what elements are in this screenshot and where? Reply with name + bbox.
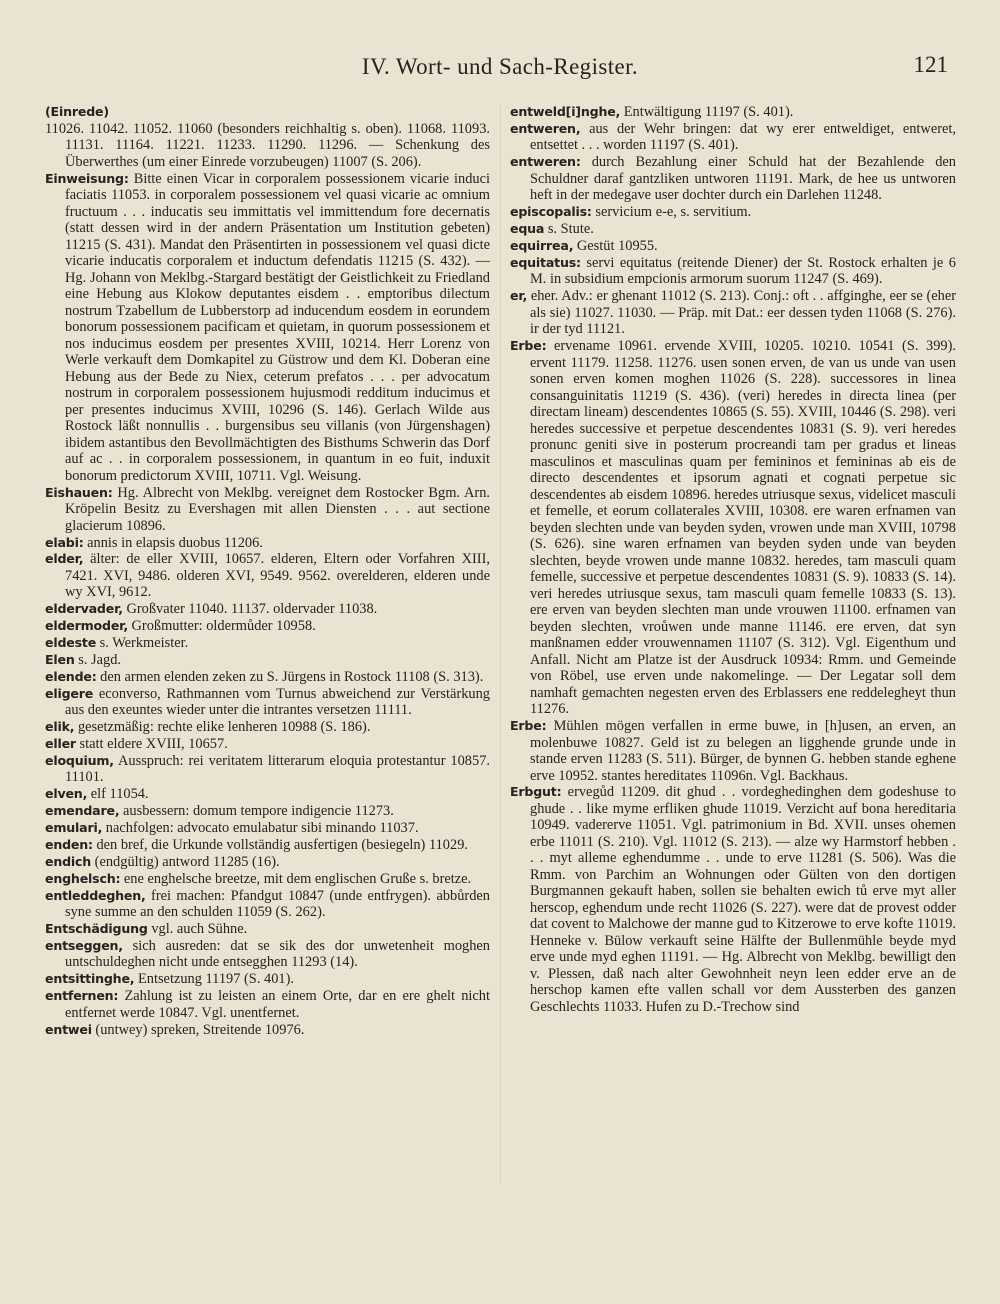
entry-headword: Erbe: [510,338,547,354]
entry-headword: equa [510,221,545,237]
register-entry [45,888,490,921]
entry-text: den bref, die Urkunde vollständig ausfertigen (besiegeln) 11029. [92,837,468,854]
entry-headword: elven, [45,786,88,802]
register-entry [510,204,956,221]
register-entry [45,652,490,669]
entry-headword: entweld[i]nghe, [510,104,621,119]
register-entry [45,921,490,938]
entry-text: sich ausreden: dat se sik des dor unwetenheit moghen untschuldeghen nicht unde entsegghen 11293 (14). [65,937,490,971]
entry-headword: emulari, [45,820,103,836]
register-entry [45,803,490,820]
entry-headword: Erbe: [510,718,547,734]
register-entry [510,255,956,288]
register-entry [45,601,490,618]
entry-text: Entwältigung 11197 (S. 401). [620,104,794,120]
entry-headword: enden: [45,837,93,853]
entry-headword: elik, [45,719,75,735]
entry-headword: entfernen: [45,988,119,1004]
register-entry [45,1022,490,1039]
entry-text: älter: de eller XVIII, 10657. elderen, Eltern oder Vorfahren XIII, 7421. XVI, 9486. olderen XVI, 9549. 9562. overelderen, elderen unde wy XVI, 9612. [65,551,490,601]
entry-headword: entweren: [510,154,581,170]
entry-headword: elabi: [45,534,84,550]
entry-text: Entsetzung 11197 (S. 401). [134,971,294,988]
entry-headword: er, [510,288,528,304]
entry-text: econverso, Rathmannen vom Turnus abweichend zur Verstärkung aus den exeuntes wieder unter die intrantes versetzen 11111. [65,685,490,719]
entry-headword: Eishauen: [45,484,113,500]
entry-text: durch Bezahlung einer Schuld hat der Bezahlende den Schuldner daraf gantzliken untworen 11191. Mark, de hee us untworen heft in der medegave user dochter durch ein Darlehen 11248. [530,154,956,204]
entry-text: eher. Adv.: er ghenant 11012 (S. 213). Conj.: oft . . affginghe, eer se (eher als sie) 11027. 11030. — Präp. mit Dat.: eer dessen tyden 11068 (S. 276). ir der tyd 11121. [527,288,956,338]
register-entry [45,753,490,786]
register-entry [45,938,490,971]
entry-headword: Erbgut: [510,784,562,800]
entry-headword: (Einrede) [45,104,109,119]
register-entry [510,104,956,121]
entry-text: Großmutter: oldermůder 10958. [127,618,316,635]
entry-text: servicium e-e, s. servitium. [591,204,752,221]
entry-text: Hg. Albrecht von Meklbg. vereignet dem Rostocker Bgm. Arn. Kröpelin Besitz zu Evershagen mit allen Diensten . . . aut sectione glacierum 10896. [65,484,490,534]
register-entry [45,719,490,736]
entry-headword: Einweisung: [45,170,129,186]
entry-text: annis in elapsis duobus 11206. [83,534,263,551]
entry-text: frei machen: Pfandgut 10847 (unde entfrygen). abbůrden syne summe an den schulden 11059 (S. 262). [65,887,490,921]
register-entry [45,635,490,652]
entry-text: ervename 10961. ervende XVIII, 10205. 10210. 10541 (S. 399). ervent 11179. 11258. 11276. usen sonen erven, de van us unde van usen sonen erven komen moghen 11026 (S. 228). successores in linea consanguinitatis 11219 (S. 436). (veri) heredes in directa linea (per directam lineam) descendentes 10865 (S. 55). XVIII, 10446 (S. 298). veri heredes successive et perpetue descendentes 10831 (S. 9). veri heredes pronunc geniti sive in posterum procreandi tam per gradus et lineas masculinos et masculinas quam per femininos et femininas ab eis de directo descendentes et ipsorum agnati et cognati perpetue sic descendentes ab eisdem 10896. heredes utriusque sexus, videlicet masculi et femelle, et eorum collaterales XVIII, 10308. ere waren erfnamen van beyden slechten unde van beyden syden, vrowen unde man XVIII, 10798 (S. 626). sine waren erfnamen van beyden syden unde van beyden slechten, beyde vrowen unde manne 10832. heredes, tam masculi quam femelle, successive et perpetue descendentes 10831 (S. 9). 10833 (S. 14). veri heredes utriusque sexus, tam masculi quam femelle 10833 (S. 13). ere erven van beyden slechten man unde vrouwen 11100. erfnamen van beyden slechten, vroůwen unde manne 11146. ere erven, dat syn manßnamen edder vrouwennamen 11107 (S. 312). Vgl. Eigenthum und Anfall. Nicht am Platze ist der Ausdruck 10934: Rmm. und Gemeinde von Röbel, use erven unde nakomelinge. — Der Legatar soll dem namhaft gemachten negesten erven des Erblassers ene reddelegheyt thun 11276. [530,338,956,718]
entry-headword: entweren, [510,120,581,136]
entry-headword: entwei [45,1021,92,1037]
entry-headword: eldeste [45,635,97,651]
register-entry [45,854,490,871]
entry-text: Mühlen mögen verfallen in erme buwe, in [h]usen, an erven, an molenbuwe 10827. Geld ist zu belegen an ligghende grunde unde in stande erven 11283 (S. 511). Bürger, de bynnen G. hebben stande eghene erve 10952. stantes hereditates 11096n. Vgl. Backhaus. [530,718,956,784]
register-entry [45,171,490,485]
left-column [45,104,490,1039]
entry-text: Großvater 11040. 11137. oldervader 11038. [122,601,378,618]
entry-headword: eller [45,736,76,752]
entry-headword: eloquium, [45,752,114,768]
entry-headword: episcopalis: [510,204,592,220]
entry-text: servi equitatus (reitende Diener) der St. Rostock erhalten je 6 M. in subsidium empcionis armorum suorum 11247 (S. 469). [530,254,956,288]
entry-headword: Elen [45,652,75,668]
register-entry [510,154,956,204]
page-number: 121 [913,52,948,77]
register-entry [510,121,956,154]
entry-headword: emendare, [45,803,120,819]
register-entry [510,288,956,338]
register-entry [45,618,490,635]
register-entry [45,971,490,988]
entry-text: den armen elenden zeken zu S. Jürgens in Rostock 11108 (S. 313). [96,668,484,685]
entry-headword: eldermoder, [45,618,128,634]
entry-text: (endgültig) antword 11285 (16). [91,853,280,870]
entry-text: s. Jagd. [74,652,122,669]
entry-headword: eligere [45,685,94,701]
register-entry [510,238,956,255]
entry-headword: endich [45,853,92,869]
register-entry [45,786,490,803]
register-entry [45,686,490,719]
right-column [510,104,956,1016]
register-entry [45,820,490,837]
entry-text: elf 11054. [87,786,149,803]
entry-text: Gestüt 10955. [573,237,658,254]
register-entry [45,485,490,535]
register-entry [45,871,490,888]
entry-headword: elende: [45,668,97,684]
entry-headword: enghelsch: [45,870,121,886]
entry-text: statt eldere XVIII, 10657. [75,736,228,753]
entry-text: nachfolgen: advocato emulabatur sibi minando 11037. [102,820,419,837]
register-entry [45,669,490,686]
register-entry [45,837,490,854]
register-entry [510,784,956,1015]
entry-text: s. Stute. [544,221,594,238]
entry-headword: Entschädigung [45,921,148,937]
column-divider [500,104,501,1184]
entry-text: gesetzmäßig: rechte elike lenheren 10988 (S. 186). [74,719,371,736]
entry-text: s. Werkmeister. [96,635,189,652]
entry-text: Zahlung ist zu leisten an einem Orte, dar en ere ghelt nicht entfernet werde 10847. Vgl. unentfernet. [65,988,490,1021]
running-header-title: IV. Wort- und Sach-Register. [361,54,639,79]
entry-headword: elder, [45,551,84,567]
register-entry [510,221,956,238]
entry-text: ene enghelsche breetze, mit dem englischen Gruße s. bretze. [120,870,472,887]
register-entry [510,718,956,784]
entry-text: Bitte einen Vicar in corporalem possessionem vicarie induci faciatis 11053. in corporalem possessionem vel quasi vicarie ac omnium fructuum . . . inducatis seu immittatis vel immittendum fore decernatis (statt dessen wird in der andern Präsentation um Institution gebeten) 11215 (S. 431). Mandat den Präsentirten in possessionem vel quasi dicte vicarie inducatis corporalem et inductum defendatis 11215 (S. 432). — Hg. Johann von Meklbg.-Stargard bestätigt der Geistlichkeit zu Friedland eine Hebung aus Klokow deputantes eisdem . . emptoribus dilectum nostrum Tzabellum de Lubberstorp ad inducendum eosdem in eorundem bonorum possessionem pacificam et quietam, in quorum possessionem et nos inducimus eosdem per presentes XVIII, 10214. Herr Lorenz von Werle verkauft dem Domkapitel zu Güstrow und dem Kl. Doberan eine Hebung aus der Bede zu Niex, ceterum prefatos . . . per advocatum nostrum in corporalem possessionem hujusmodi redditum inducimus et per presentes inducimus XVIII, 10296 (S. 146). Gerlach Wilde aus Rostock läßt nonnullis . . burgensibus seu villanis (von Jürgenshagen) ibidem astantibus den Bevollmächtigten des Bisthums Schwerin das Dorf auf ac . . in corporalem possessionem, in quantum in eo fuit, induxit bonorum predictorum XVIII, 10711. Vgl. Weisung. [65,170,490,484]
entry-text: (untwey) spreken, Streitende 10976. [91,1021,305,1038]
entry-headword: entleddeghen, [45,887,146,903]
entry-headword: entseggen, [45,937,123,953]
register-entry [45,988,490,1021]
register-entry [45,736,490,753]
register-entry [45,535,490,552]
register-entry [510,338,956,718]
register-entry [45,121,490,171]
register-entry [45,551,490,601]
register-entry [45,104,490,121]
entry-headword: equirrea, [510,237,574,253]
entry-headword: entsittinghe, [45,971,135,987]
entry-headword: eldervader, [45,601,123,617]
entry-text: vgl. auch Sühne. [147,921,248,938]
entry-text: 11026. 11042. 11052. 11060 (besonders reichhaltig s. oben). 11068. 11093. 11131. 11164. 11221. 11233. 11290. 11296. — Schenkung des Überwerthes (um einer Einrede vorzubeugen) 11007 (S. 206). [45,120,490,170]
entry-text: Ausspruch: rei veritatem litterarum eloquia protestantur 10857. 11101. [65,752,490,786]
entry-text: ausbessern: domum tempore indigencie 11273. [119,803,394,820]
entry-text: aus der Wehr bringen: dat wy erer entweldiget, entweret, entsettet . . . worden 11197 (S. 401). [530,120,956,154]
entry-headword: equitatus: [510,254,581,270]
entry-text: ervegůd 11209. dit ghud . . vordeghedinghen dem godeshuse to ghude . . like myme erfliken ghude 11019. Verzicht auf bona hereditaria 10949. vadererve 11051. Vgl. patrimonium in Bd. XVII. unses ohemen erbe 11011 (S. 210). Vgl. 11012 (S. 213). — alze wy Harmstorf hebben . . . myt alleme eghendumme . . unde to erve 11281 (S. 506). Was die Rmm. von Parchim an Wohnungen oder Gülten von den dortigen Burgmannen gekauft haben, sollen sie behalten ewich tů erve myt aller herscop, eghendum unde recht 11026 (S. 227). were dat de provest odder dat covent to Malchowe der manne gud to Kitzerowe to erve kofte 11019. Henneke v. Bülow verkauft seine Hälfte der Bullenmühle beyde myd erve unde myd eghen 11191. — Hg. Albrecht von Meklbg. bewilligt den v. Plessen, daß nach alter Gewohnheit neyn leen edder erve an de herschop kamen efte vallen schall vor dem Aussterben des ganzen Geschlechts 11033. Hufen zu D.-Trechow sind [530,784,956,1015]
